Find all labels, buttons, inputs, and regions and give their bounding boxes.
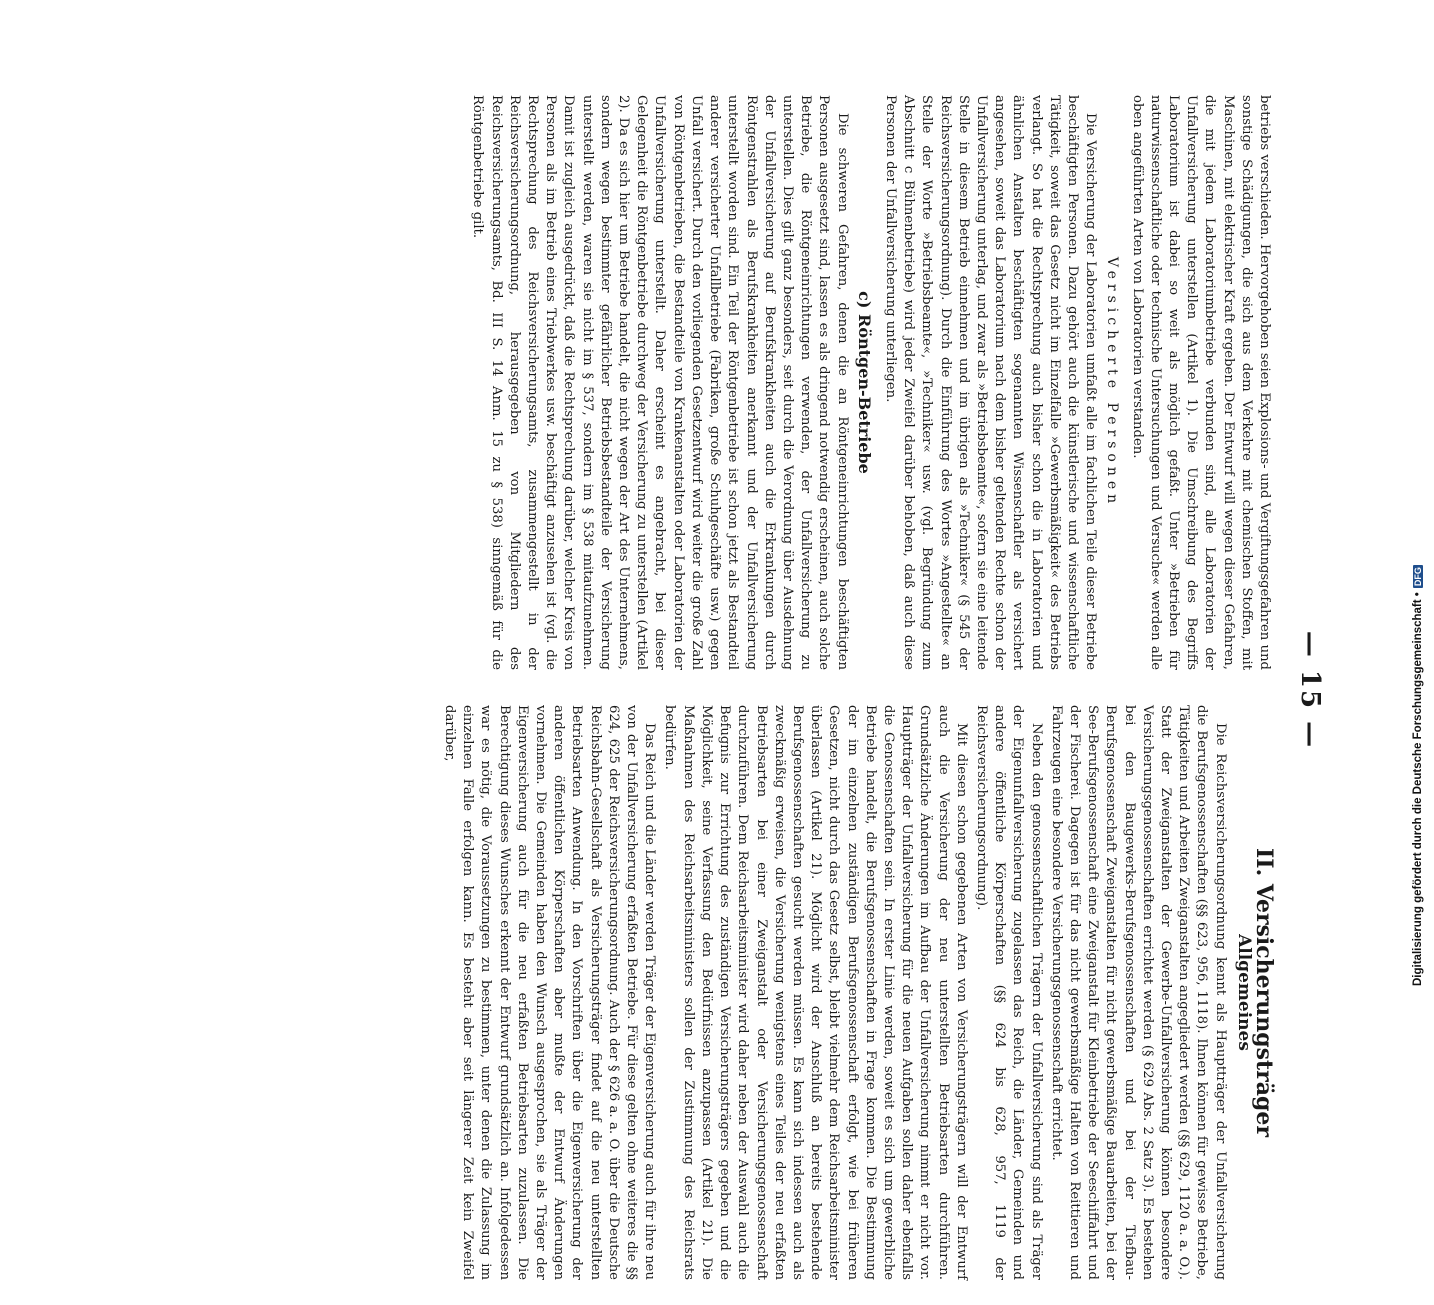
scanned-page xyxy=(95,75,1325,1280)
page-number: — 15 — xyxy=(1295,630,1325,750)
paragraph: Die schweren Gefahren, denen die an Röntgeneinrichtungen beschäftigten Personen ausgesetzt sind, lassen es als dringend notwendig erscheinen, auch solche Betriebe, die Röntgeneinrichtungen verwenden, der Unfallversicherung zu unterstellen. Dies gilt ganz besonders, seit durch die Verordnung über Ausdehnung der Unfallversicherung auf Berufskrankheiten auch die Erkrankungen durch Röntgenstrahlen als Berufskrankheiten anerkannt und der Unfallversicherung unterstellt worden sind. Ein Teil der Röntgenbetriebe ist schon jetzt als Bestandteil anderer versicherter Unfallbetriebe (Fabriken, große Schuhgeschäfte usw.) gegen Unfall versichert. Durch den vorliegenden Gesetzentwurf wird weiter die große Zahl von Röntgenbetrieben, die Bestandteile von Krankenanstalten oder Laboratorien der Unfallversicherung unterstellt. Daher erscheint es angebracht, bei dieser Gelegenheit die Röntgenbetriebe durchweg der Versicherung zu unterstellen (Artikel 2). Da es sich hier um Betriebe handelt, die nicht wegen der Art des Unternehmens, sondern wegen bestimmter gefährlicher Betriebsbestandteile der Versicherung unterstellt werden, waren sie nicht im § 537, sondern im § 538 mitaufzunehmen. Damit ist zugleich ausgedrückt, daß die Rechtsprechung darüber, welcher Kreis von Personen als im Betrieb eines Triebwerkes usw. beschäftigt anzusehen ist (vgl. die Rechtsprechung des Reichsversicherungsamts, zusammengestellt in der Reichsversicherungsordnung, herausgegeben von Mitgliedern des Reichsversicherungsamts, Bd. III S. 14 Anm. 15 zu § 538) sinngemäß für die Röntgenbetriebe gilt. xyxy=(470,95,850,670)
left-column xyxy=(466,95,1273,670)
credit-line xyxy=(1412,0,1432,990)
paragraph: betriebs verschieden. Hervorgehoben seien Explosions- und Vergiftungsgefahren und sonstige Schädigungen, die sich aus dem Verkehre mit chemischen Stoffen, mit Maschinen, mit elektrischer Kraft ergeben. Der Entwurf will wegen dieser Gefahren, die mit jedem Laboratoriumbetriebe verbunden sind, alle Laboratorien der Unfallversicherung unterstellen (Artikel 1). Die Umschreibung des Begriffs Laboratorium ist dabei so weit als möglich gefaßt. Unter »Betrieben für naturwissenschaftliche oder technische Untersuchungen und Versuche« werden alle oben angeführten Arten von Laboratorien verstanden. xyxy=(1129,95,1272,670)
digitization-credit xyxy=(1408,0,1432,1000)
section-heading: c) Röntgen-Betriebe xyxy=(854,291,874,474)
paragraph: Neben den genossenschaftlichen Trägern der Unfallversicherung sind als Träger der Eigenunfallversicherung zugelassen das Reich, die Länder, Gemeinden und andere öffentliche Körperschaften (§§ 624 bis 628, 957, 1119 der Reichsversicherungsordnung). xyxy=(973,705,1044,1280)
paragraph: Das Reich und die Länder werden Träger der Eigenversicherung auch für ihre neu von der Unfallversicherung erfaßten Betriebe. Für diese gelten ohne weiteres die §§ 624, 625 der Reichsversicherungsordnung. Auch der § 626 a. a. O. über die Deutsche Reichsbahn-Gesellschaft als Versicherungsträger findet auf die neu unterstellten Betriebsarten Anwendung. In den Vorschriften über die Eigenversicherung der anderen öffentlichen Körperschaften aber mußte der Entwurf Änderungen vornehmen. Die Gemeinden haben den Wunsch ausgesprochen, sie als Träger der Eigenversicherung auch für die neu erfaßten Betriebsarten zuzulassen. Die Berechtigung dieses Wunsches erkennt der Entwurf grundsätzlich an. Infolgedessen war es nötig, die Voraussetzungen zu bestimmen, unter denen die Zulassung im einzelnen Falle erfolgen kann. Es besteht aber seit längerer Zeit kein Zweifel darüber, xyxy=(442,705,658,1280)
credit-text: Digitalisierung gefördert durch die Deutsche Forschungsgemeinschaft • xyxy=(1412,592,1424,986)
paragraph: Die Reichsversicherungsordnung kennt als Hauptträger der Unfallversicherung die Berufsgenossenschaften (§§ 623, 956, 1118). Ihnen können für gewisse Betriebe, Tätigkeiten und Arbeiten Zweiganstalten angegliedert werden (§§ 629, 1120 a. a. O.). Statt der Zweiganstalten der Gewerbe-Unfallversicherung können besondere Versicherungsgenossenschaften errichtet werden (§ 629 Abs. 2 Satz 3). Es bestehen bei den Baugewerks-Berufsgenossenschaften und bei der Tiefbau-Berufsgenossenschaft Zweiganstalten für nicht gewerbsmäßige Bauarbeiten, bei der See-Berufsgenossenschaft eine Zweiganstalt für Kleinbetriebe der Seeschiffahrt und der Fischerei. Dagegen ist für das nicht gewerbsmäßige Halten von Reittieren und Fahrzeugen eine besondere Versicherungsgenossenschaft errichtet. xyxy=(1048,705,1228,1280)
dfg-logo: DFG xyxy=(1413,567,1423,587)
main-heading: II. Versicherungsträger xyxy=(1251,848,1277,1137)
sub-heading: Allgemeines xyxy=(1233,934,1254,1051)
paragraph: Mit diesen schon gegebenen Arten von Versicherungsträgern will der Entwurf auch die Versicherung der neu unterstellten Betriebsarten durchführen. Grundsätzliche Änderungen im Aufbau der Unfallversicherung nimmt er nicht vor. Hauptträger der Unfallversicherung für die neuen Aufgaben sollen daher ebenfalls die Genossenschaften sein. In erster Linie werden, soweit es sich um gewerbliche Betriebe handelt, die Berufsgenossenschaften in Frage kommen. Die Bestimmung der im einzelnen zuständigen Berufsgenossenschaft erfolgt, wie bei früheren Gesetzen, nicht durch das Gesetz selbst, bleibt vielmehr dem Reichsarbeitsminister überlassen (Artikel 21). Möglicht wird der Anschluß an bereits bestehende Berufsgenossenschaften gesucht werden müssen. Es kann sich indessen auch als zweckmäßig erweisen, die Versicherung wenigstens eines Teiles der neu erfaßten Betriebsarten bei einer Zweiganstalt oder Versicherungsgenossenschaft durchzuführen. Dem Reichsarbeitsminister wird daher neben der Auswahl auch die Befugnis zur Errichtung des zuständigen Versicherungsträgers gegeben und die Möglichkeit, seine Verfassung den Bedürfnissen anzupassen (Artikel 21). Die Maßnahmen des Reichsarbeitsministers sollen der Zustimmung des Reichsrats bedürfen. xyxy=(662,705,969,1280)
sub-heading: Versicherte Personen xyxy=(1104,256,1121,509)
paragraph: Die Versicherung der Laboratorien umfaßt alle im fachlichen Teile dieser Betriebe beschäftigten Personen. Dazu gehört auch die künstlerische und wissenschaftliche Tätigkeit, soweit das Gesetz nicht im Einzelfalle »Gewerbsmäßigkeit« des Betriebs verlangt. So hat die Rechtsprechung auch bisher schon die in Laboratorien und ähnlichen Anstalten beschäftigten sogenannten Wissenschaftler als versichert angesehen, soweit das Laboratorium nach dem bisher geltenden Rechte schon der Unfallversicherung unterlag, und zwar als »Betriebsbeamte«, sofern sie eine leitende Stelle in diesem Betrieb einnehmen und im übrigen als »Techniker« (§ 545 der Reichsversicherungsordnung). Durch die Einführung des Wortes »Angestellte« an Stelle der Worte »Betriebsbeamte«, »Techniker« usw. (vgl. Begründung zum Abschnitt c Bühnenbetriebe) wird jeder Zweifel darüber behoben, daß auch diese Personen der Unfallversicherung unterliegen. xyxy=(882,95,1099,670)
right-column xyxy=(438,705,1277,1280)
